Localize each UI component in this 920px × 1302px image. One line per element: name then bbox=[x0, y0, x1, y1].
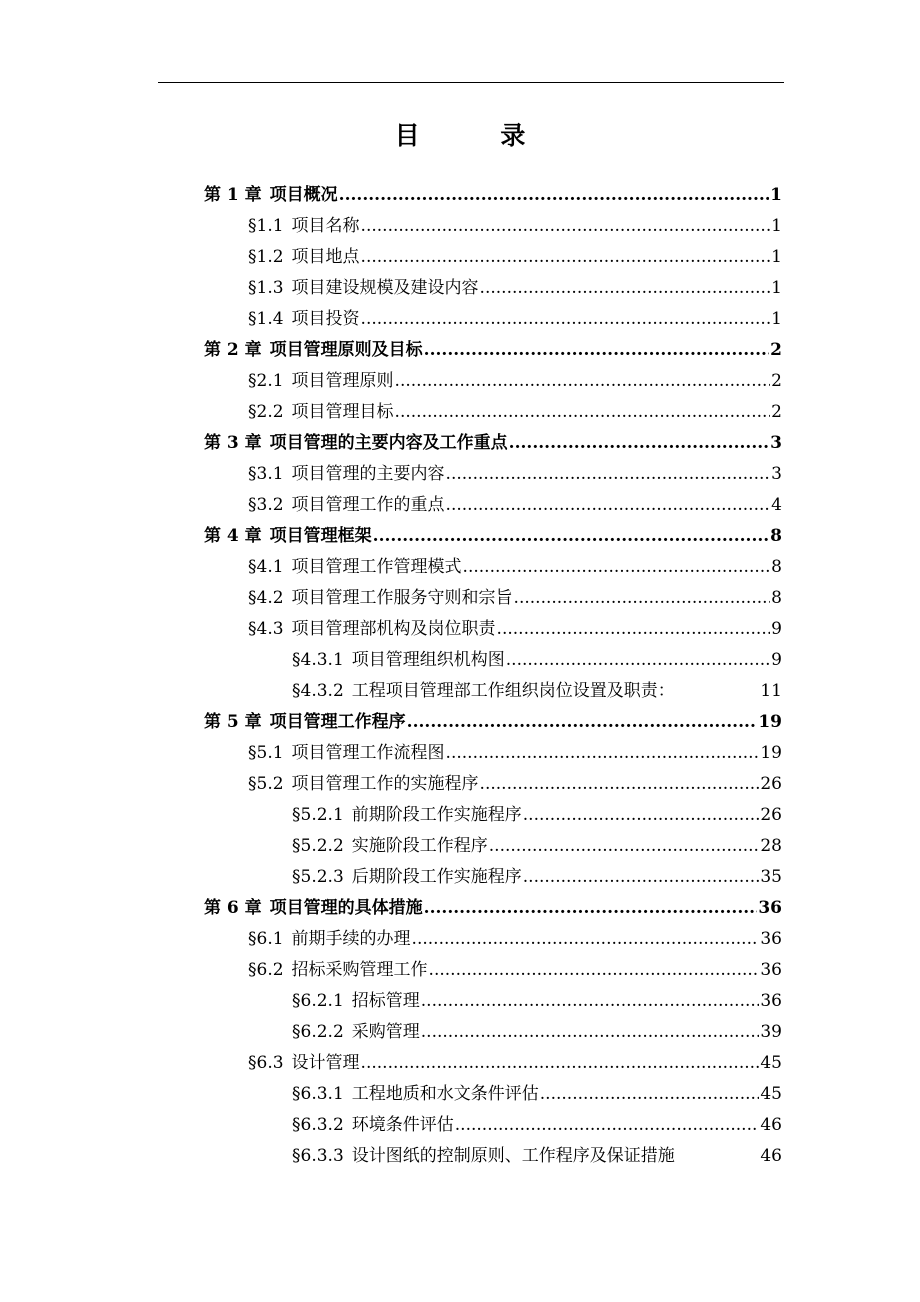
toc-entry-number: §5.1 bbox=[248, 743, 284, 763]
toc-entry-title: 项目管理原则及目标 bbox=[269, 340, 423, 360]
toc-page-number: 46 bbox=[760, 1115, 782, 1135]
toc-page-number: 4 bbox=[771, 495, 782, 515]
toc-entry-number: §6.3.2 bbox=[292, 1115, 344, 1135]
toc-dot-leader bbox=[480, 769, 760, 800]
toc-dot-leader bbox=[395, 397, 771, 428]
toc-dot-leader bbox=[489, 831, 760, 862]
toc-entry[interactable] bbox=[204, 1110, 782, 1141]
toc-entry-number: §3.2 bbox=[248, 495, 284, 515]
toc-entry[interactable] bbox=[204, 304, 782, 335]
toc-entry-title: 项目管理的具体措施 bbox=[269, 898, 423, 918]
toc-page-number: 8 bbox=[770, 526, 782, 546]
toc-page-number: 36 bbox=[758, 898, 782, 918]
toc-entry-title: 设计管理 bbox=[291, 1053, 360, 1073]
toc-entry-number: 第 4 章 bbox=[204, 526, 262, 546]
toc-entry[interactable] bbox=[204, 552, 782, 583]
toc-entry-number: §6.3.3 bbox=[292, 1146, 344, 1166]
toc-entry-title: 项目管理原则 bbox=[291, 371, 394, 391]
toc-entry-title: 设计图纸的控制原则、工作程序及保证措施 bbox=[351, 1146, 675, 1166]
toc-entry[interactable] bbox=[204, 955, 782, 986]
toc-page-number: 8 bbox=[771, 557, 782, 577]
toc-page-number: 3 bbox=[771, 464, 782, 484]
toc-entry-title: 环境条件评估 bbox=[351, 1115, 454, 1135]
toc-dot-leader bbox=[424, 335, 769, 366]
toc-entry-number: 第 3 章 bbox=[204, 433, 262, 453]
toc-page-number: 39 bbox=[760, 1022, 782, 1042]
toc-dot-leader bbox=[540, 1079, 760, 1110]
toc-dot-leader bbox=[373, 521, 769, 552]
toc-entry-title: 实施阶段工作程序 bbox=[351, 836, 488, 856]
toc-entry-title: 项目管理部机构及岗位职责 bbox=[291, 619, 496, 639]
toc-dot-leader bbox=[395, 366, 771, 397]
toc-entry-number: §4.3.1 bbox=[292, 650, 344, 670]
toc-entry[interactable] bbox=[204, 676, 782, 707]
toc-entry[interactable] bbox=[204, 428, 782, 459]
toc-entry-number: §4.1 bbox=[248, 557, 284, 577]
toc-entry[interactable] bbox=[204, 645, 782, 676]
toc-entry[interactable] bbox=[204, 335, 782, 366]
toc-entry-number: §1.1 bbox=[248, 216, 284, 236]
toc-entry-number: §2.2 bbox=[248, 402, 284, 422]
toc-entry[interactable] bbox=[204, 180, 782, 211]
toc-entry-title: 项目概况 bbox=[269, 185, 338, 205]
toc-entry[interactable] bbox=[204, 1079, 782, 1110]
toc-entry-number: §4.2 bbox=[248, 588, 284, 608]
toc-entry-title: 项目管理目标 bbox=[291, 402, 394, 422]
toc-entry-number: §6.2.2 bbox=[292, 1022, 344, 1042]
toc-entry-number: 第 6 章 bbox=[204, 898, 262, 918]
toc-entry[interactable] bbox=[204, 707, 782, 738]
toc-entry[interactable] bbox=[204, 738, 782, 769]
toc-page-number: 45 bbox=[760, 1053, 782, 1073]
toc-page-number: 1 bbox=[771, 309, 782, 329]
toc-page-number: 2 bbox=[771, 402, 782, 422]
toc-entry[interactable] bbox=[204, 521, 782, 552]
page-title: 目 录 bbox=[394, 121, 562, 150]
toc-entry-title: 招标采购管理工作 bbox=[291, 960, 428, 980]
toc-page-number: 11 bbox=[760, 681, 782, 701]
toc-dot-leader bbox=[421, 986, 760, 1017]
toc-entry[interactable] bbox=[204, 211, 782, 242]
toc-entry-title: 项目名称 bbox=[291, 216, 360, 236]
toc-entry-number: 第 2 章 bbox=[204, 340, 262, 360]
toc-page-number: 1 bbox=[771, 216, 782, 236]
toc-page-number: 46 bbox=[760, 1146, 782, 1166]
toc-entry-title: 项目管理工作的实施程序 bbox=[291, 774, 479, 794]
toc-entry-title: 工程地质和水文条件评估 bbox=[351, 1084, 539, 1104]
toc-page-number: 26 bbox=[760, 774, 782, 794]
toc-dot-leader bbox=[523, 862, 760, 893]
toc-entry-number: §6.3.1 bbox=[292, 1084, 344, 1104]
toc-dot-leader bbox=[412, 924, 760, 955]
toc-entry-number: §4.3.2 bbox=[292, 681, 344, 701]
toc-entry-title: 后期阶段工作实施程序 bbox=[351, 867, 522, 887]
toc-entry-number: §1.2 bbox=[248, 247, 284, 267]
toc-entry-title: 前期手续的办理 bbox=[291, 929, 411, 949]
header-rule bbox=[158, 82, 784, 83]
toc-page-number: 28 bbox=[760, 836, 782, 856]
toc-dot-leader bbox=[506, 645, 770, 676]
toc-entry[interactable] bbox=[204, 769, 782, 800]
toc-entry-number: 第 1 章 bbox=[204, 185, 262, 205]
toc-page-number: 36 bbox=[760, 929, 782, 949]
toc-entry-number: §5.2 bbox=[248, 774, 284, 794]
toc-dot-leader bbox=[361, 211, 771, 242]
toc-entry[interactable] bbox=[204, 459, 782, 490]
toc-entry[interactable] bbox=[204, 986, 782, 1017]
toc-dot-leader bbox=[463, 552, 771, 583]
toc-entry[interactable] bbox=[204, 893, 782, 924]
toc-entry[interactable] bbox=[204, 831, 782, 862]
toc-page-number: 1 bbox=[771, 247, 782, 267]
toc-entry[interactable] bbox=[204, 1017, 782, 1048]
toc-entry-number: §6.1 bbox=[248, 929, 284, 949]
toc-page-number: 19 bbox=[758, 712, 782, 732]
toc-entry-number: §3.1 bbox=[248, 464, 284, 484]
toc-entry-number: §6.2 bbox=[248, 960, 284, 980]
toc-entry-title: 项目管理组织机构图 bbox=[351, 650, 505, 670]
toc-entry-number: §2.1 bbox=[248, 371, 284, 391]
toc-entry-number: 第 5 章 bbox=[204, 712, 262, 732]
toc-dot-leader bbox=[339, 180, 769, 211]
toc-entry[interactable] bbox=[204, 1141, 782, 1172]
toc-entry-title: 项目管理工作管理模式 bbox=[291, 557, 462, 577]
toc-page-number: 9 bbox=[771, 619, 782, 639]
toc-entry-title: 前期阶段工作实施程序 bbox=[351, 805, 522, 825]
toc-dot-leader bbox=[446, 490, 771, 521]
toc-entry-number: §6.2.1 bbox=[292, 991, 344, 1011]
toc-entry-title: 项目地点 bbox=[291, 247, 360, 267]
toc-dot-leader bbox=[509, 428, 769, 459]
toc-entry[interactable] bbox=[204, 800, 782, 831]
toc-entry-title: 项目管理的主要内容 bbox=[291, 464, 445, 484]
toc-page-number: 36 bbox=[760, 991, 782, 1011]
toc-dot-leader bbox=[424, 893, 758, 924]
toc-dot-leader bbox=[523, 800, 760, 831]
toc-entry-title: 项目管理工作服务守则和宗旨 bbox=[291, 588, 513, 608]
toc-entry-number: §6.3 bbox=[248, 1053, 284, 1073]
toc-page-number: 3 bbox=[770, 433, 782, 453]
toc-dot-leader bbox=[421, 1017, 760, 1048]
toc-entry-number: §5.2.3 bbox=[292, 867, 344, 887]
toc-page-number: 45 bbox=[760, 1084, 782, 1104]
toc-dot-leader bbox=[455, 1110, 760, 1141]
toc-entry-title: 工程项目管理部工作组织岗位设置及职责： bbox=[351, 681, 675, 701]
toc-dot-leader bbox=[407, 707, 758, 738]
toc-entry[interactable] bbox=[204, 862, 782, 893]
toc-entry-title: 项目投资 bbox=[291, 309, 360, 329]
toc-entry-number: §4.3 bbox=[248, 619, 284, 639]
toc-entry-title: 项目建设规模及建设内容 bbox=[291, 278, 479, 298]
toc-dot-leader bbox=[497, 614, 771, 645]
toc-entry[interactable] bbox=[204, 490, 782, 521]
toc-entry-title: 项目管理工作的重点 bbox=[291, 495, 445, 515]
toc-dot-leader bbox=[446, 459, 771, 490]
toc-dot-leader bbox=[480, 273, 771, 304]
toc-page-number: 19 bbox=[760, 743, 782, 763]
toc-page-number: 8 bbox=[771, 588, 782, 608]
toc-page-number: 26 bbox=[760, 805, 782, 825]
toc-entry-number: §1.3 bbox=[248, 278, 284, 298]
toc-dot-leader bbox=[429, 955, 760, 986]
toc-dot-leader bbox=[514, 583, 771, 614]
toc-entry[interactable] bbox=[204, 614, 782, 645]
toc-entry-number: §5.2.1 bbox=[292, 805, 344, 825]
toc-entry-title: 项目管理的主要内容及工作重点 bbox=[269, 433, 508, 453]
toc-entry[interactable] bbox=[204, 583, 782, 614]
toc-entry-number: §5.2.2 bbox=[292, 836, 344, 856]
toc-page-number: 1 bbox=[770, 185, 782, 205]
toc-entry[interactable] bbox=[204, 242, 782, 273]
toc-entry-title: 招标管理 bbox=[351, 991, 420, 1011]
toc-page-number: 1 bbox=[771, 278, 782, 298]
toc-entry-title: 项目管理工作流程图 bbox=[291, 743, 445, 763]
table-of-contents bbox=[204, 180, 782, 1172]
toc-dot-leader bbox=[361, 1048, 760, 1079]
toc-entry[interactable] bbox=[204, 397, 782, 428]
toc-entry[interactable] bbox=[204, 924, 782, 955]
toc-page-number: 35 bbox=[760, 867, 782, 887]
toc-page-number: 2 bbox=[770, 340, 782, 360]
toc-page-number: 9 bbox=[771, 650, 782, 670]
toc-entry-title: 采购管理 bbox=[351, 1022, 420, 1042]
toc-dot-leader bbox=[361, 304, 771, 335]
toc-entry-title: 项目管理框架 bbox=[269, 526, 372, 546]
toc-dot-leader bbox=[361, 242, 771, 273]
toc-entry[interactable] bbox=[204, 273, 782, 304]
toc-entry-title: 项目管理工作程序 bbox=[269, 712, 406, 732]
toc-entry[interactable] bbox=[204, 1048, 782, 1079]
toc-dot-leader bbox=[446, 738, 760, 769]
toc-page-number: 2 bbox=[771, 371, 782, 391]
toc-entry[interactable] bbox=[204, 366, 782, 397]
toc-page-number: 36 bbox=[760, 960, 782, 980]
toc-entry-number: §1.4 bbox=[248, 309, 284, 329]
